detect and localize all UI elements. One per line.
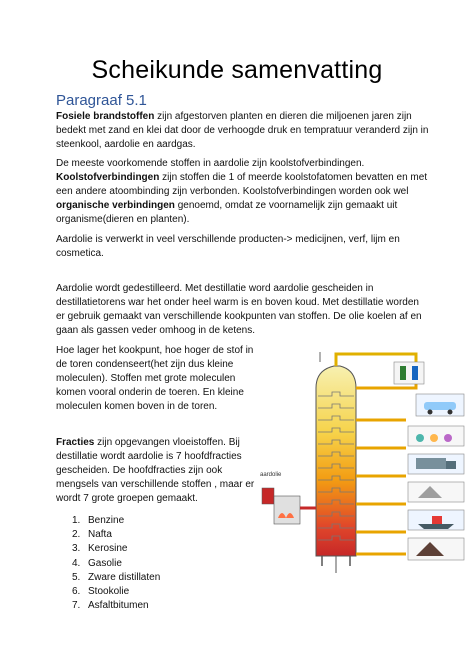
paragraph-line: Aardolie is verwerkt in veel verschillende producten-> medicijnen, verf, lijm en	[56, 234, 400, 245]
paragraph-line: organisme(dieren en planten).	[56, 214, 190, 225]
list-item	[72, 557, 160, 571]
paragraph-line: komen vooral onderin de toeren. En kleine	[56, 387, 244, 398]
paragraph-line: destillatietorens war het onder heel warm is en boven koud. Met destillatie worden	[56, 297, 419, 308]
bold-term: organische verbindingen	[56, 200, 175, 211]
paragraph-line: Aardolie wordt gedestilleerd. Met destillatie word aardolie gescheiden in	[56, 283, 374, 294]
car-wheel	[428, 410, 433, 415]
text-span: zijn opgevangen vloeistoffen. Bij	[94, 437, 240, 448]
text-span: genoemd, omdat ze voornamelijk zijn gemaakt uit	[174, 200, 398, 211]
list-text: Zware distillaten	[88, 571, 161, 583]
text-span: zijn stoffen die 1 of meerde koolstofatomen bevatten en met	[159, 172, 428, 183]
flask-shape	[444, 434, 452, 442]
tower-body	[316, 366, 356, 556]
list-item	[72, 542, 160, 556]
ship-deck	[432, 516, 442, 524]
list-item	[72, 514, 160, 528]
list-number: 1.	[72, 515, 81, 526]
list-item	[72, 528, 160, 542]
list-text: Asfaltbitumen	[88, 600, 149, 612]
paragraph-line: Hoe lager het kookpunt, hoe hoger de stof in	[56, 345, 254, 356]
paragraph-line	[56, 171, 427, 185]
paragraph-line: gaan als gassen veder omhoog in de ketens.	[56, 325, 256, 336]
bottle-shape	[400, 366, 406, 380]
car-body	[424, 402, 456, 410]
list-number: 6.	[72, 586, 81, 598]
paragraph-line: wordt 7 grote groepen gemaakt.	[56, 493, 198, 504]
paragraph-line: moleculen). Stoffen met grote moleculen	[56, 373, 236, 384]
list-item	[72, 585, 160, 599]
list-text: Gasolie	[88, 557, 122, 569]
paragraph-line: de toren condenseert(het zijn dus kleine	[56, 359, 234, 370]
list-number: 3.	[72, 543, 81, 555]
text-span: zijn afgestorven planten en dieren die miljoenen jaren zijn	[154, 111, 412, 122]
ship-hull	[418, 524, 454, 529]
paragraph-line	[56, 436, 240, 450]
list-text: Benzine	[88, 515, 125, 526]
paragraph-line: bedekt met zand en klei dat door de verhoogde druk en tempratuur veranderd zijn in	[56, 125, 429, 136]
product-pipes	[356, 374, 416, 554]
paragraph-line: er gebruik gemaakt van verschillende kookpunten van stoffen. De olie koelen af en	[56, 311, 422, 322]
car-wheel	[448, 410, 453, 415]
paragraph-line: destillatie wordt aardolie is 7 hoofdfracties	[56, 451, 242, 462]
flask-shape	[430, 434, 438, 442]
paragraph-line: een andere atoombinding zijn verbonden. Koolstofverbindingen worden ook wel	[56, 186, 409, 197]
page-title: Scheikunde samenvatting	[91, 56, 383, 84]
list-text: Kerosine	[88, 543, 128, 555]
flask-shape	[416, 434, 424, 442]
fraction-list	[72, 514, 160, 613]
paragraph-line: cosmetica.	[56, 248, 104, 259]
furnace	[262, 488, 316, 524]
list-number: 2.	[72, 529, 81, 541]
paragraph-line	[56, 199, 397, 213]
paragraph-line: gescheiden. De hoofdfracties zijn ook	[56, 465, 223, 476]
input-label: aardolie	[260, 472, 282, 478]
list-number: 4.	[72, 557, 81, 569]
paragraph-line: steenkool, aardolie en aardgas.	[56, 139, 196, 150]
list-text: Nafta	[88, 529, 112, 541]
section-heading: Paragraaf 5.1	[56, 92, 147, 109]
paragraph-line: moleculen komen boven in de toren.	[56, 401, 218, 412]
truck-body	[416, 458, 446, 469]
list-number: 5.	[72, 571, 81, 583]
product-icons	[394, 362, 464, 560]
heater	[274, 496, 300, 524]
bottle-shape	[412, 366, 418, 380]
bold-term: Fosiele brandstoffen	[56, 111, 155, 122]
list-item	[72, 599, 160, 613]
bold-term: Fracties	[56, 437, 95, 448]
truck-cab	[446, 461, 456, 469]
paragraph-line: mengsels van verschillende stoffen , maar er	[56, 479, 255, 490]
paragraph-line	[56, 110, 412, 124]
distillation-tower-diagram	[258, 348, 470, 580]
paragraph-line: De meeste voorkomende stoffen in aardolie zijn koolstofverbindingen.	[56, 158, 365, 169]
list-item	[72, 571, 160, 585]
list-text: Stookolie	[88, 586, 130, 598]
bold-term: Koolstofverbindingen	[56, 172, 160, 183]
gas-bottle-icon	[394, 362, 424, 384]
list-number: 7.	[72, 600, 81, 612]
furnace-body	[262, 488, 274, 504]
